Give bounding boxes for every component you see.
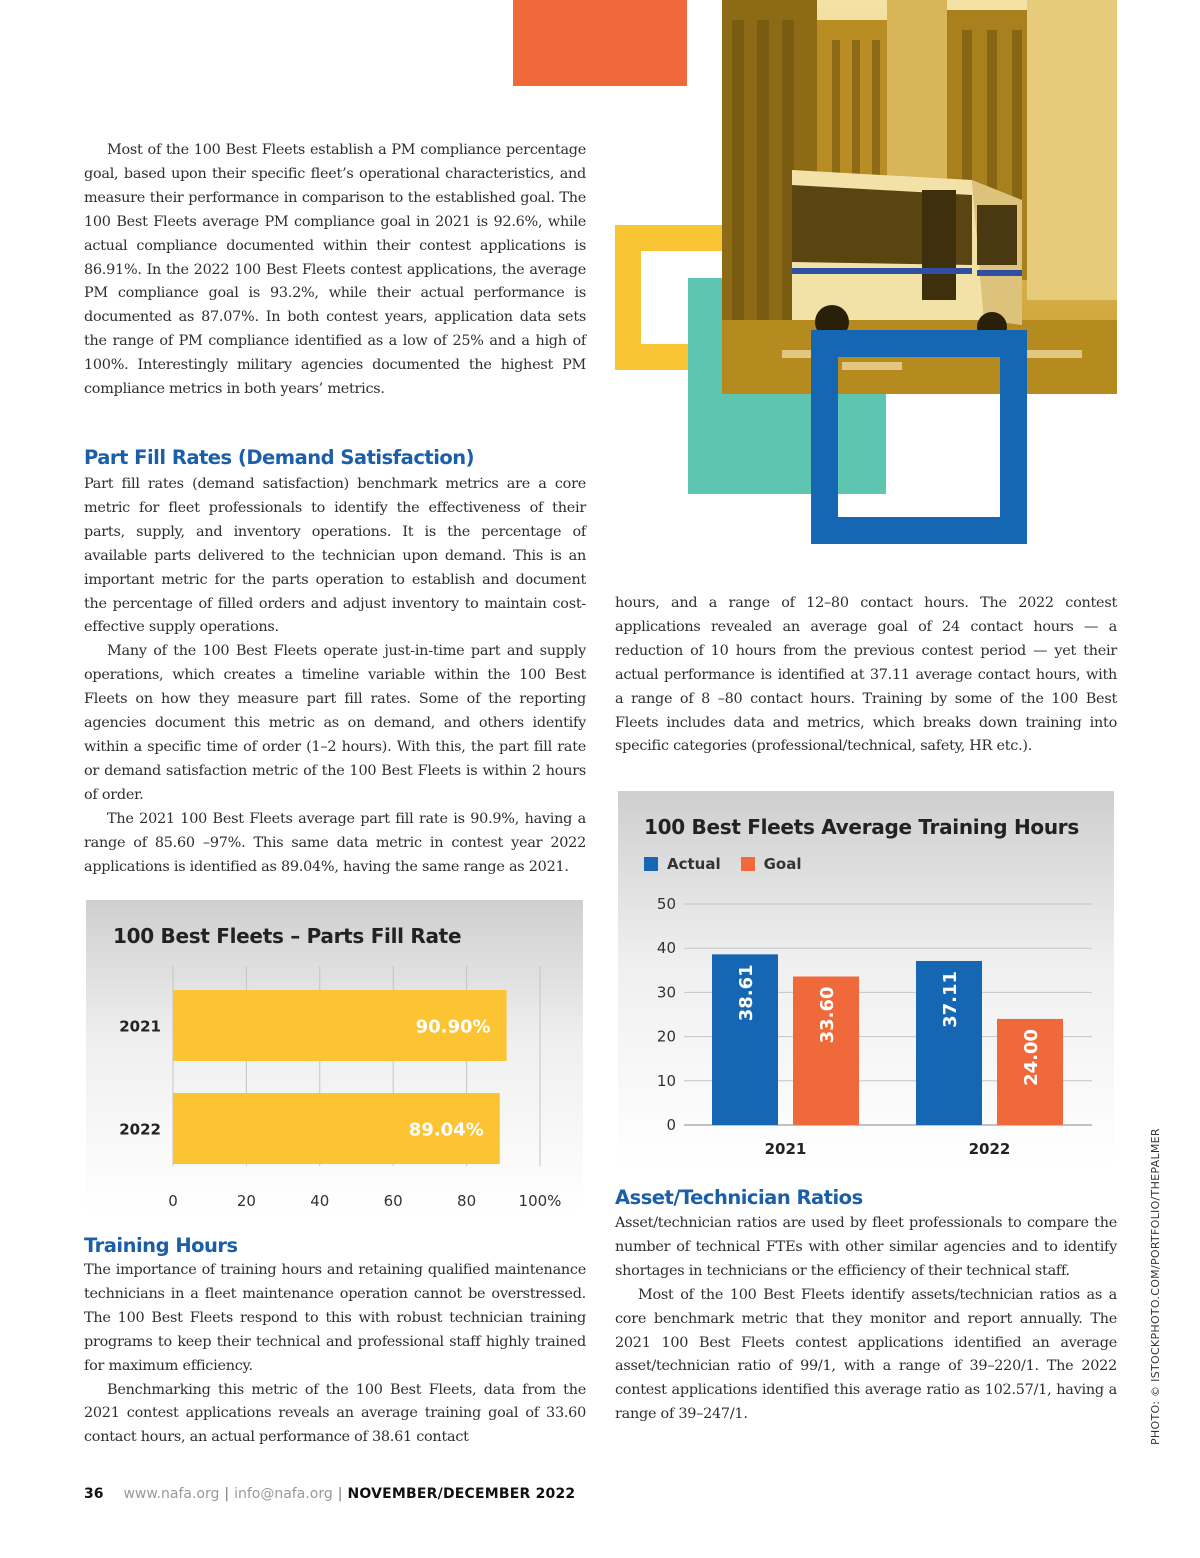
- footer-separator: |: [337, 1486, 343, 1502]
- data-label: 24.00: [1021, 1028, 1042, 1086]
- training-hours-plot: [618, 791, 1114, 1168]
- parts-fill-rate-chart: [86, 900, 583, 1213]
- intro-paragraph: Most of the 100 Best Fleets establish a PM compliance percentage goal, based upon their specific fleet’s operational characteristics, and measure their performance in comparison to the established goal. The 100 Best Fleets average PM compliance goal in 2021 is 92.6%, while actual compliance documented within their contest applications is 86.91%. In the 2022 100 Best Fleets contest applications, the average PM compliance goal is 93.2%, while their actual performance is documented as 87.07%. In both contest years, application data sets the range of PM compliance identified as a low of 25% and a high of 100%. Interestingly military agencies documented the highest PM compliance metrics in both years’ metrics.: [84, 142, 586, 398]
- footer-email-link[interactable]: info@nafa.org: [234, 1486, 333, 1502]
- decorative-blue-frame: [811, 330, 1027, 544]
- part-fill-section: [84, 446, 586, 879]
- x-tick-label: 40: [310, 1192, 330, 1210]
- asset-section: [615, 1186, 1117, 1427]
- chart-title: 100 Best Fleets Average Training Hours: [644, 815, 1079, 839]
- data-label: 37.11: [940, 970, 961, 1028]
- asset-heading: Asset/Technician Ratios: [615, 1186, 863, 1209]
- y-tick-label: 40: [656, 939, 676, 958]
- y-tick-label: 50: [656, 895, 676, 913]
- decorative-orange-block: [513, 0, 687, 86]
- training-paragraph-2-continued: hours, and a range of 12–80 contact hours. The 2022 contest applications revealed an average goal of 24 contact hours — a reduction of 10 hours from the previous contest period — yet their actual performance is identified at 37.11 average contact hours, with a range of 8 –80 contact hours. Training by some of the 100 Best Fleets includes data and metrics, which breaks down training into specific categories (professional/technical, safety, HR etc.).: [615, 595, 1117, 755]
- data-label: 33.60: [817, 986, 838, 1044]
- training-heading: Training Hours: [84, 1234, 238, 1257]
- category-label: 2021: [764, 1140, 807, 1158]
- part-fill-paragraph-2: Many of the 100 Best Fleets operate just-in-time part and supply operations, which creates a timeline variable within the 100 Best Fleets on how they measure part fill rates. Some of the reporting agencies document this metric as on demand, and others identify within a specific time of order (1–2 hours). With this, the part fill rate or demand satisfaction metric of the 100 Best Fleets is within 2 hours of order.: [84, 643, 586, 803]
- data-label: 90.90%: [415, 1016, 491, 1038]
- training-paragraph-2: Benchmarking this metric of the 100 Best Fleets, data from the 2021 contest applications reveals an average training goal of 33.60 contact hours, an actual performance of 38.61 contact: [84, 1381, 586, 1446]
- intro-section: [84, 139, 586, 402]
- training-continued: [615, 592, 1117, 759]
- parts-fill-rate-plot: [86, 900, 583, 1213]
- x-tick-label: 0: [168, 1192, 178, 1210]
- footer-website-link[interactable]: www.nafa.org: [123, 1486, 220, 1502]
- category-label: 2021: [119, 1017, 161, 1036]
- category-label: 2022: [968, 1140, 1011, 1158]
- y-tick-label: 30: [656, 983, 676, 1002]
- part-fill-paragraph-1: Part fill rates (demand satisfaction) benchmark metrics are a core metric for fleet professionals to identify the effectiveness of their parts, supply, and inventory operations. It is the percentage of available parts delivered to the technician upon demand. This is an important metric for the parts operation to establish and document the percentage of filled orders and adjust inventory to maintain cost-effective supply operations.: [84, 476, 586, 636]
- x-tick-label: 20: [236, 1192, 256, 1210]
- y-tick-label: 0: [666, 1116, 676, 1134]
- chart-title: 100 Best Fleets – Parts Fill Rate: [113, 924, 462, 948]
- footer-issue-date: NOVEMBER/DECEMBER 2022: [347, 1486, 576, 1502]
- asset-paragraph-2: Most of the 100 Best Fleets identify assets/technician ratios as a core benchmark metric that they monitor and report annually. The 2021 100 Best Fleets contest applications identified an average asset/technician ratio of 99/1, with a range of 39–220/1. The 2022 contest applications identified this average ratio as 102.57/1, having a range of 39–247/1.: [615, 1286, 1117, 1423]
- asset-paragraph-1: Asset/technician ratios are used by fleet professionals to compare the number of technical FTEs with other similar agencies and to identify shortages in technicians or the efficiency of their technical staff.: [615, 1215, 1117, 1279]
- data-label: 38.61: [736, 964, 757, 1022]
- y-tick-label: 10: [656, 1071, 676, 1090]
- category-label: 2022: [119, 1120, 161, 1139]
- page-number: 36: [84, 1486, 104, 1502]
- x-tick-label: 100%: [518, 1192, 562, 1210]
- legend-label-actual: Actual: [667, 855, 721, 873]
- training-hours-chart: [618, 791, 1114, 1168]
- footer-separator: |: [224, 1486, 230, 1502]
- x-tick-label: 80: [457, 1192, 477, 1210]
- part-fill-paragraph-3: The 2021 100 Best Fleets average part fill rate is 90.9%, having a range of 85.60 –97%. This same data metric in contest year 2022 applications is identified as 89.04%, having the same range as 2021.: [84, 810, 586, 875]
- legend-label-goal: Goal: [763, 855, 802, 873]
- training-section: [84, 1234, 586, 1450]
- data-label: 89.04%: [408, 1119, 484, 1141]
- photo-credit: PHOTO: © ISTOCKPHOTO.COM/PORTFOLIO/THEPALMER: [1149, 1128, 1162, 1445]
- y-tick-label: 20: [656, 1027, 676, 1046]
- page-footer: [84, 1486, 575, 1502]
- training-paragraph-1: The importance of training hours and retaining qualified maintenance technicians in a fleet maintenance operation cannot be overstressed. The 100 Best Fleets respond to this with robust technician training programs to keep their technical and professional staff highly trained for maximum efficiency.: [84, 1262, 586, 1374]
- x-tick-label: 60: [383, 1192, 403, 1210]
- part-fill-heading: Part Fill Rates (Demand Satisfaction): [84, 446, 475, 469]
